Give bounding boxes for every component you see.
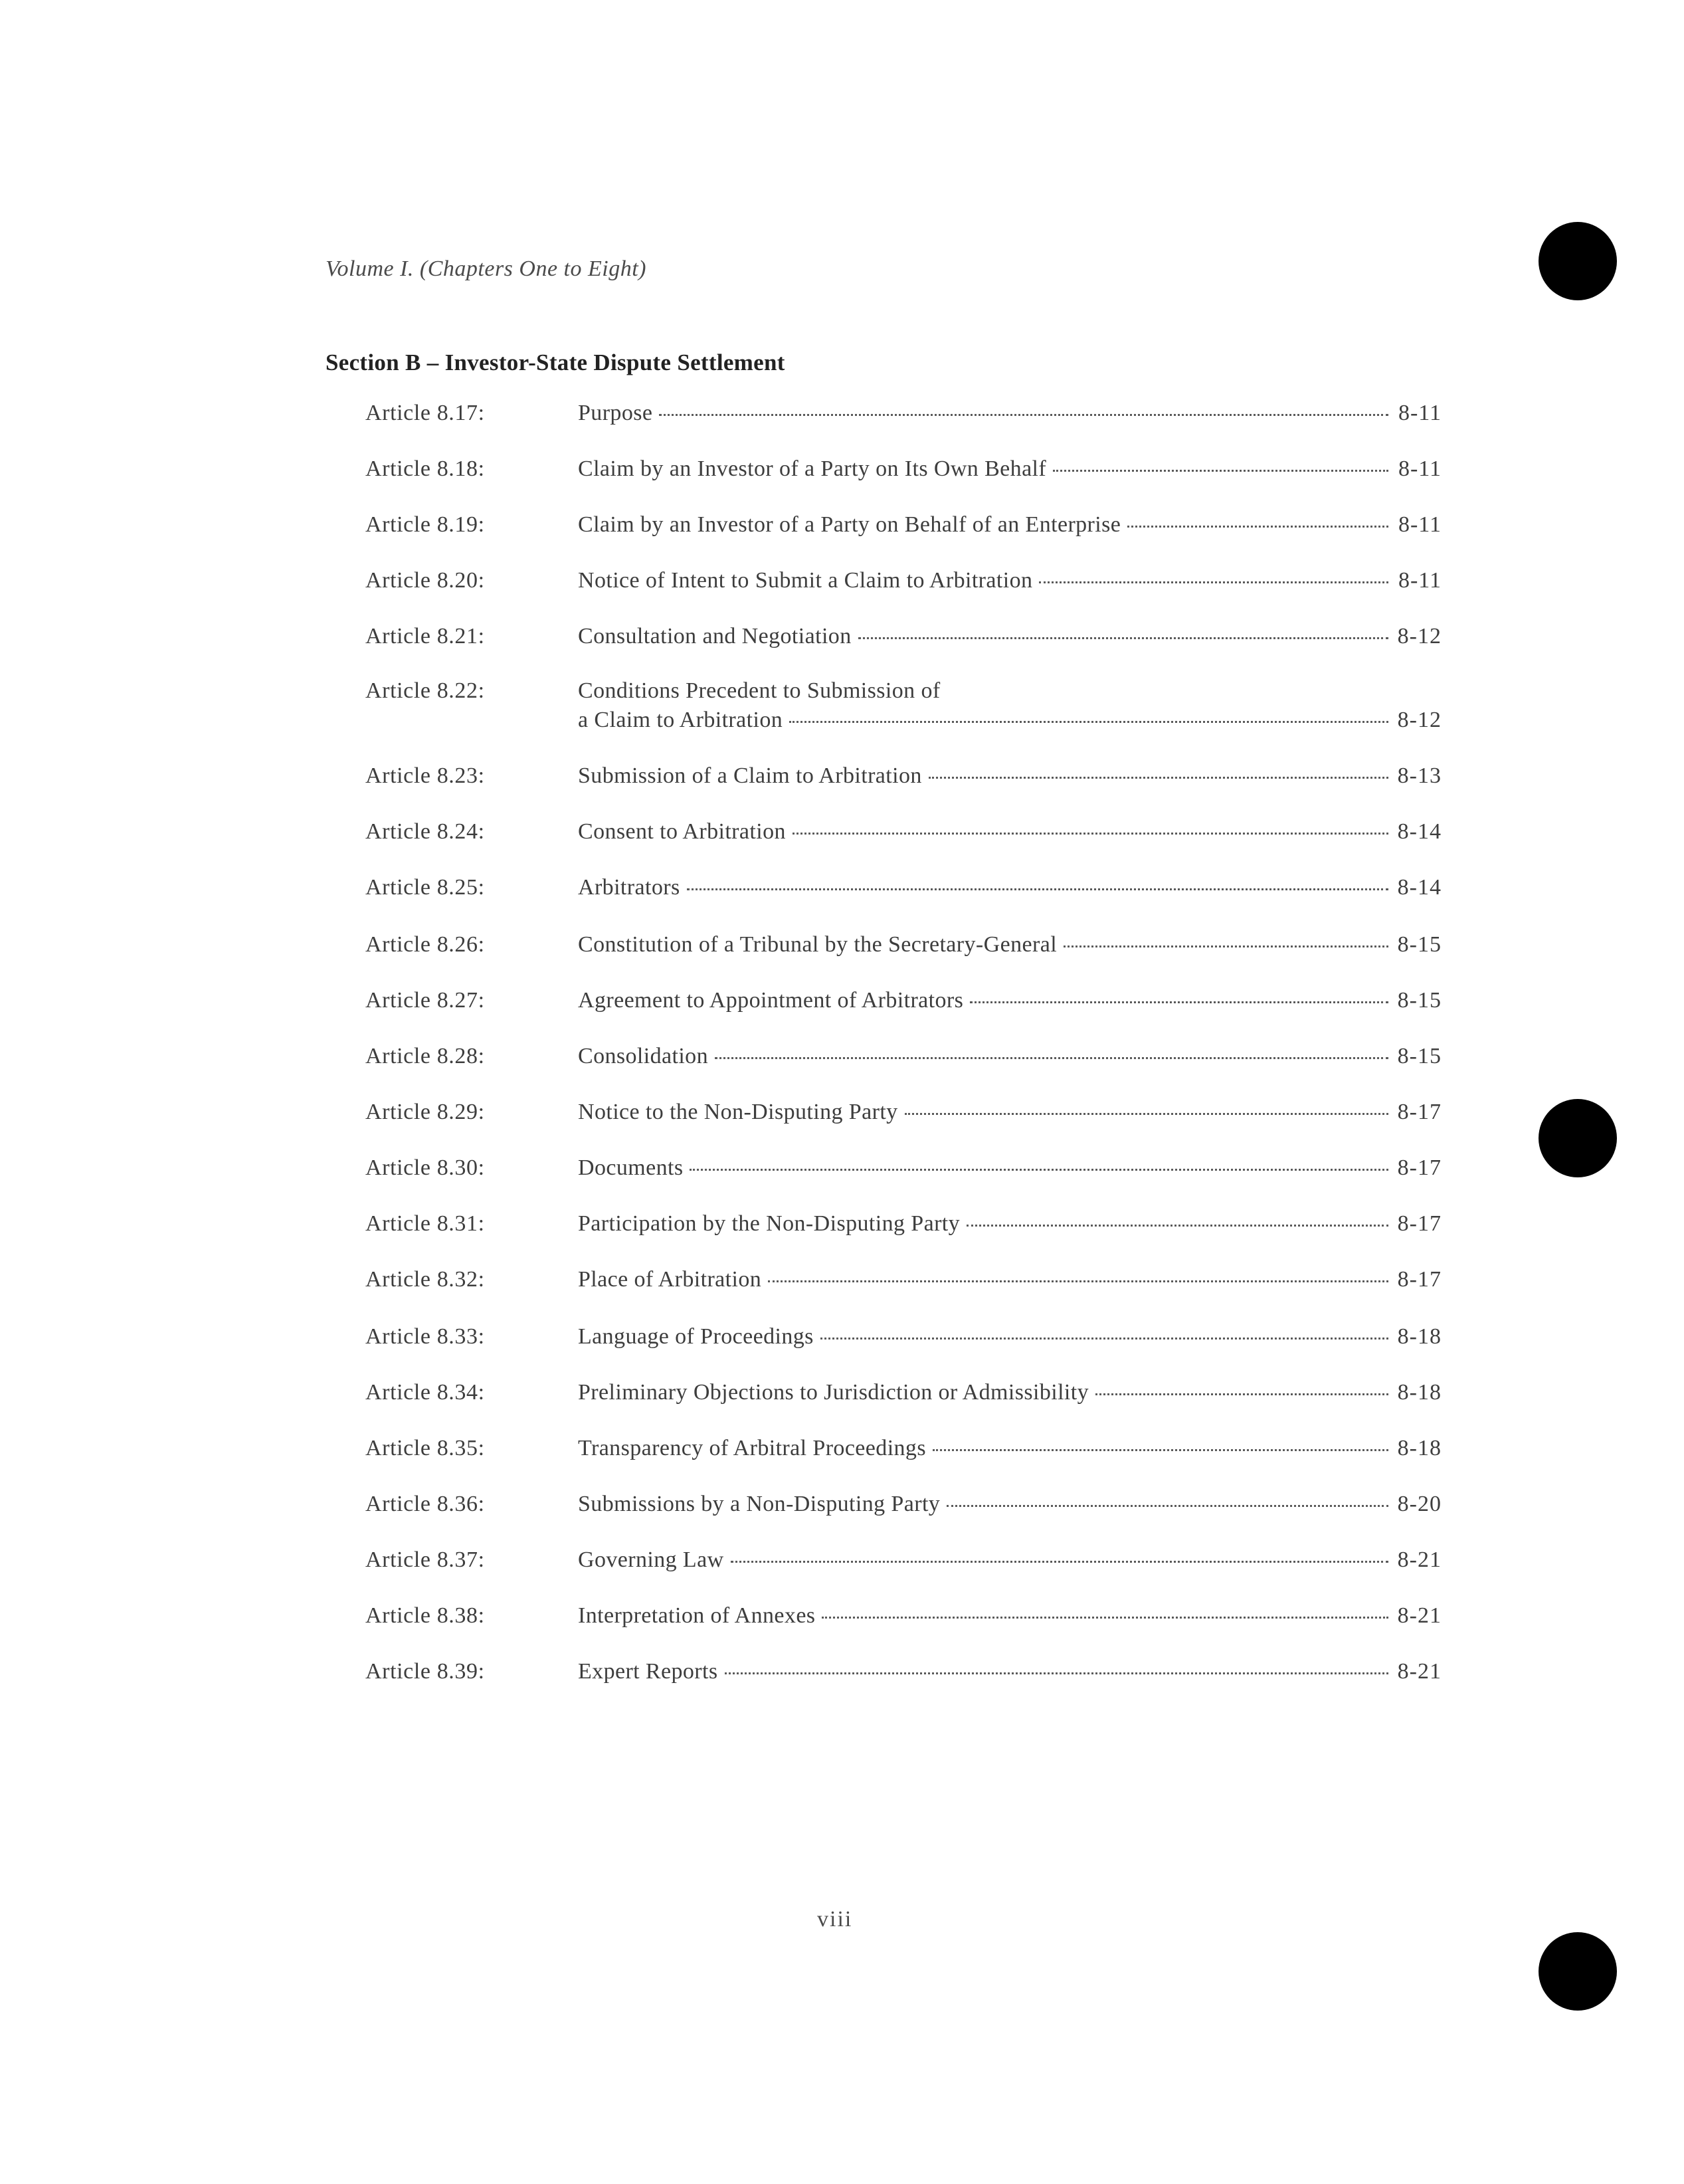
- toc-title-line: [578, 1657, 1442, 1686]
- toc-article-number: Article 8.27:: [365, 988, 485, 1013]
- punch-hole-bottom: [1539, 1932, 1617, 2011]
- toc-article-number: Article 8.20:: [365, 568, 485, 593]
- toc-dot-leader: [687, 888, 1388, 890]
- toc-page-number: 8-14: [1397, 819, 1442, 844]
- toc-article-number: Article 8.32:: [365, 1267, 485, 1292]
- toc-dot-leader: [725, 1672, 1389, 1674]
- toc-page-number: 8-15: [1397, 1044, 1442, 1068]
- toc-title-line: [578, 1490, 1442, 1519]
- toc-page-number: 8-11: [1398, 401, 1442, 425]
- toc-article-number: Article 8.29:: [365, 1100, 485, 1124]
- punch-hole-middle: [1539, 1099, 1617, 1177]
- toc-title-block: [578, 1545, 1442, 1575]
- toc-page-number: 8-11: [1398, 568, 1442, 593]
- toc-title-block: [578, 1042, 1442, 1071]
- toc-article-title: Consent to Arbitration: [578, 819, 786, 844]
- toc-title-line: [578, 873, 1442, 902]
- toc-page-number: 8-21: [1397, 1547, 1442, 1572]
- toc-page-number: 8-17: [1397, 1155, 1442, 1180]
- toc-page-number: 8-20: [1397, 1492, 1442, 1516]
- toc-dot-leader: [690, 1169, 1388, 1171]
- toc-title-block: [578, 1434, 1442, 1463]
- toc-page-number: 8-11: [1398, 456, 1442, 481]
- toc-title-block: [578, 1490, 1442, 1519]
- toc-page-number: 8-18: [1397, 1436, 1442, 1460]
- toc-title-block: [578, 1209, 1442, 1239]
- toc-article-number: Article 8.36:: [365, 1492, 485, 1516]
- toc-article-number: Article 8.34:: [365, 1380, 485, 1405]
- toc-title-block: [578, 1098, 1442, 1127]
- toc-page-number: 8-17: [1397, 1100, 1442, 1124]
- toc-article-number: Article 8.18:: [365, 456, 485, 481]
- toc-dot-leader: [967, 1225, 1388, 1227]
- toc-page-number: 8-15: [1397, 932, 1442, 957]
- toc-article-title: Arbitrators: [578, 875, 680, 900]
- toc-page-number: 8-17: [1397, 1267, 1442, 1292]
- toc-article-title: Language of Proceedings: [578, 1324, 814, 1349]
- toc-title-block: [578, 1378, 1442, 1407]
- toc-title-block: [578, 510, 1442, 540]
- toc-dot-leader: [970, 1001, 1388, 1003]
- toc-article-number: Article 8.31:: [365, 1211, 485, 1236]
- toc-title-block: [578, 566, 1442, 595]
- toc-dot-leader: [768, 1280, 1388, 1282]
- toc-title-block: [578, 676, 1442, 735]
- toc-article-number: Article 8.26:: [365, 932, 485, 957]
- toc-page-number: 8-14: [1397, 875, 1442, 900]
- toc-title-line: [578, 1601, 1442, 1631]
- toc-article-title: Participation by the Non-Disputing Party: [578, 1211, 961, 1236]
- toc-title-line: [578, 986, 1442, 1015]
- toc-title-line: [578, 510, 1442, 540]
- toc-article-title: Preliminary Objections to Jurisdiction or Admissibility: [578, 1380, 1089, 1405]
- toc-article-number: Article 8.17:: [365, 401, 485, 425]
- page-folio: viii: [817, 1907, 853, 1932]
- toc-article-title: Expert Reports: [578, 1659, 718, 1684]
- toc-title-block: [578, 1153, 1442, 1183]
- toc-page-number: 8-13: [1397, 763, 1442, 788]
- toc-article-title: Submissions by a Non-Disputing Party: [578, 1492, 941, 1516]
- toc-title-block: [578, 1265, 1442, 1294]
- toc-article-title: Transparency of Arbitral Proceedings: [578, 1436, 926, 1460]
- toc-title-block: [578, 986, 1442, 1015]
- toc-dot-leader: [929, 777, 1388, 779]
- toc-dot-leader: [822, 1617, 1388, 1619]
- toc-page-number: 8-12: [1397, 624, 1442, 648]
- toc-page-number: 8-17: [1397, 1211, 1442, 1236]
- toc-article-number: Article 8.38:: [365, 1603, 485, 1628]
- toc-title-block: [578, 873, 1442, 902]
- toc-article-title: Documents: [578, 1155, 684, 1180]
- toc-title-line: [578, 706, 1442, 735]
- toc-title-line: [578, 1098, 1442, 1127]
- toc-article-title: Governing Law: [578, 1547, 724, 1572]
- toc-title-line: [578, 566, 1442, 595]
- toc-dot-leader: [820, 1338, 1388, 1340]
- toc-page-number: 8-15: [1397, 988, 1442, 1013]
- toc-page-number: 8-11: [1398, 512, 1442, 537]
- toc-title-line: [578, 622, 1442, 651]
- toc-article-number: Article 8.39:: [365, 1659, 485, 1684]
- toc-dot-leader: [1127, 526, 1388, 528]
- toc-page-number: 8-21: [1397, 1603, 1442, 1628]
- toc-title-line: [578, 761, 1442, 791]
- toc-dot-leader: [793, 833, 1388, 835]
- toc-article-title: Notice of Intent to Submit a Claim to Arbitration: [578, 568, 1033, 593]
- toc-article-number: Article 8.24:: [365, 819, 485, 844]
- toc-title-block: [578, 761, 1442, 791]
- toc-article-number: Article 8.37:: [365, 1547, 485, 1572]
- toc-dot-leader: [947, 1505, 1388, 1507]
- toc-dot-leader: [715, 1057, 1388, 1059]
- toc-article-title: Agreement to Appointment of Arbitrators: [578, 988, 964, 1013]
- toc-title-block: [578, 399, 1442, 428]
- toc-article-number: Article 8.23:: [365, 763, 485, 788]
- toc-title-line: [578, 1322, 1442, 1351]
- toc-dot-leader: [1039, 581, 1388, 583]
- toc-title-block: [578, 930, 1442, 959]
- toc-title-line: [578, 930, 1442, 959]
- toc-article-number: Article 8.22:: [365, 678, 485, 703]
- toc-page-number: 8-21: [1397, 1659, 1442, 1684]
- toc-article-title: Consolidation: [578, 1044, 708, 1068]
- toc-article-title: Notice to the Non-Disputing Party: [578, 1100, 898, 1124]
- toc-title-block: [578, 622, 1442, 651]
- toc-title-first-line: Conditions Precedent to Submission of: [578, 678, 941, 703]
- toc-article-number: Article 8.28:: [365, 1044, 485, 1068]
- toc-title-block: [578, 1322, 1442, 1351]
- toc-dot-leader: [731, 1561, 1388, 1563]
- toc-title-line: [578, 399, 1442, 428]
- toc-article-title: Submission of a Claim to Arbitration: [578, 763, 922, 788]
- toc-title-block: [578, 1657, 1442, 1686]
- toc-article-number: Article 8.35:: [365, 1436, 485, 1460]
- toc-page-number: 8-12: [1397, 708, 1442, 732]
- toc-title-line: [578, 1042, 1442, 1071]
- toc-title-block: [578, 454, 1442, 484]
- toc-article-title: Constitution of a Tribunal by the Secretary-General: [578, 932, 1058, 957]
- toc-article-number: Article 8.30:: [365, 1155, 485, 1180]
- toc-dot-leader: [858, 637, 1388, 639]
- toc-page-number: 8-18: [1397, 1324, 1442, 1349]
- toc-dot-leader: [1095, 1393, 1388, 1395]
- toc-article-title: Consultation and Negotiation: [578, 624, 852, 648]
- toc-article-number: Article 8.21:: [365, 624, 485, 648]
- toc-title-line: [578, 1265, 1442, 1294]
- toc-article-title: a Claim to Arbitration: [578, 708, 783, 732]
- toc-dot-leader: [659, 414, 1388, 416]
- toc-title-line: [578, 1153, 1442, 1183]
- toc-title-line: [578, 1434, 1442, 1463]
- toc-dot-leader: [1053, 470, 1388, 472]
- toc-page-number: 8-18: [1397, 1380, 1442, 1405]
- toc-title-line: [578, 1209, 1442, 1239]
- toc-title-line: [578, 454, 1442, 484]
- toc-article-number: Article 8.19:: [365, 512, 485, 537]
- toc-dot-leader: [905, 1113, 1388, 1115]
- toc-title-block: [578, 817, 1442, 846]
- toc-title-line: [578, 817, 1442, 846]
- toc-title-line: [578, 1378, 1442, 1407]
- running-head: Volume I. (Chapters One to Eight): [326, 256, 646, 281]
- toc-article-title: Claim by an Investor of a Party on Its Own Behalf: [578, 456, 1047, 481]
- toc-title-line: [578, 1545, 1442, 1575]
- toc-dot-leader: [789, 721, 1388, 723]
- toc-article-title: Place of Arbitration: [578, 1267, 762, 1292]
- toc-article-title: Claim by an Investor of a Party on Behalf of an Enterprise: [578, 512, 1121, 537]
- toc-article-title: Interpretation of Annexes: [578, 1603, 816, 1628]
- toc-article-number: Article 8.25:: [365, 875, 485, 900]
- toc-title-block: [578, 1601, 1442, 1631]
- toc-dot-leader: [933, 1449, 1388, 1451]
- punch-hole-top: [1539, 222, 1617, 300]
- toc-article-title: Purpose: [578, 401, 653, 425]
- toc-dot-leader: [1064, 945, 1388, 947]
- section-heading: Section B – Investor-State Dispute Settlement: [326, 349, 785, 375]
- toc-article-number: Article 8.33:: [365, 1324, 485, 1349]
